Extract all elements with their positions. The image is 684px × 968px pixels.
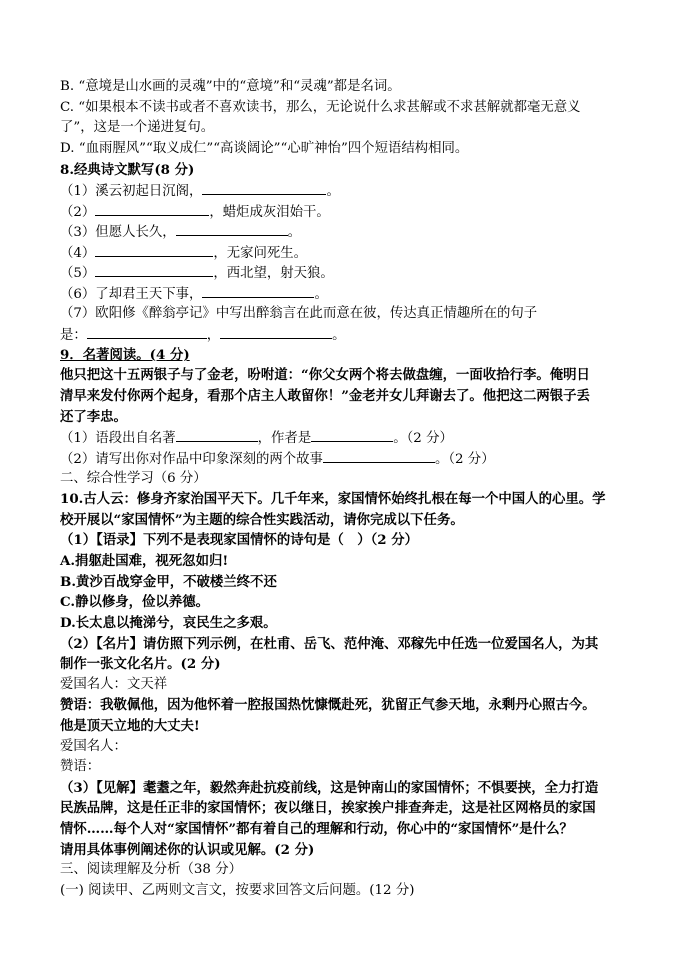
question-9-title: 9．名著阅读。(4 分) <box>60 347 190 363</box>
answer-blank[interactable] <box>176 221 288 236</box>
q8-item-7-prefix: 是： <box>60 328 87 343</box>
option-c-line2: 了”，这是一个递进复句。 <box>60 120 215 135</box>
q9-item-1-suffix: 。（2 分） <box>393 431 453 446</box>
q8-item-7-suffix: 。 <box>332 328 346 343</box>
question-8-title: 8.经典诗文默写(8 分) <box>60 162 195 178</box>
q9-item-2-prefix: （2）请写出你对作品中印象深刻的两个故事 <box>60 452 323 467</box>
q10-option-d: D.长太息以掩涕兮，哀民生之多艰。 <box>60 615 277 631</box>
q8-item-6-suffix: 。 <box>314 287 328 302</box>
q8-item-4-prefix: （4） <box>60 246 96 261</box>
answer-blank[interactable] <box>202 283 314 298</box>
answer-blank[interactable] <box>202 180 326 195</box>
q8-item-5-prefix: （5） <box>60 266 96 281</box>
q8-item-3 <box>60 221 301 243</box>
example-praise-line2: 他是顶天立地的大丈夫! <box>60 718 200 734</box>
q10-sub-3-line1: （3）【见解】耄耋之年，毅然奔赴抗疫前线，这是钟南山的家国情怀；不惧要挟，全力打造 <box>60 780 599 796</box>
example-name: 爱国名人：文天祥 <box>60 677 168 692</box>
q8-item-6-prefix: （6）了却君王天下事， <box>60 287 203 302</box>
q8-item-3-prefix: （3）但愿人长久， <box>60 225 176 240</box>
q8-item-2-suffix: ，蜡炬成灰泪始干。 <box>209 205 330 220</box>
q9-item-1-mid: ，作者是 <box>257 431 312 446</box>
reading-part-1-instruction: (一) 阅读甲、乙两则文言文，按要求回答文后问题。(12 分) <box>60 883 415 898</box>
answer-blank[interactable] <box>95 242 213 257</box>
q10-option-a: A.捐躯赴国难，视死忽如归! <box>60 553 229 569</box>
section-3-title: 三、阅读理解及分析（38 分） <box>60 862 242 877</box>
answer-blank[interactable] <box>311 427 393 442</box>
q10-sub-1: （1）【语录】下列不是表现家国情怀的诗句是（ ）（2 分） <box>60 532 419 548</box>
answer-blank[interactable] <box>323 448 435 463</box>
q8-item-5 <box>60 262 334 284</box>
q10-intro-line2: 校开展以“家国情怀”为主题的综合性实践活动，请你完成以下任务。 <box>60 512 464 528</box>
q8-item-1-prefix: （1）溪云初起日沉阁， <box>60 184 203 199</box>
answer-blank[interactable] <box>95 201 209 216</box>
q8-item-2 <box>60 201 330 223</box>
answer-praise-label: 赞语： <box>60 759 101 774</box>
q10-intro-line1: 10.古人云：修身齐家治国平天下。几千年来，家国情怀始终扎根在每一个中国人的心里。学 <box>60 491 606 507</box>
option-d: D. “血雨腥风”“取义成仁”“高谈阔论”“心旷神怡”四个短语结构相同。 <box>60 141 469 156</box>
q8-item-3-suffix: 。 <box>287 225 302 240</box>
q10-sub-2-line2: 制作一张文化名片。(2 分) <box>60 656 221 672</box>
q8-item-1 <box>60 180 340 202</box>
example-praise-line1: 赞语：我敬佩他，因为他怀着一腔报国热忱慷慨赴死，犹留正气参天地，永剩丹心照古今。 <box>60 697 596 713</box>
q10-sub-3-line4: 请用具体事例阐述你的认识或见解。(2 分) <box>60 842 315 858</box>
q8-item-4-suffix: ，无家问死生。 <box>213 246 308 261</box>
answer-blank[interactable] <box>176 427 258 442</box>
q10-sub-2-line1: （2）【名片】请仿照下列示例，在杜甫、岳飞、范仲淹、邓稼先中任选一位爱国名人，为其 <box>60 636 599 652</box>
answer-name-label: 爱国名人： <box>60 739 127 754</box>
q9-passage-line1: 他只把这十五两银子与了金老，吩咐道：“你父女两个将去做盘缠，一面收拾行李。俺明日 <box>60 367 590 383</box>
q10-option-c: C.静以修身，俭以养德。 <box>60 594 209 610</box>
q8-item-1-suffix: 。 <box>326 184 340 199</box>
q8-item-7-line1: （7）欧阳修《醉翁亭记》中写出醉翁言在此而意在彼，传达真正情趣所在的句子 <box>60 306 538 321</box>
q10-sub-3-line3: 情怀……每个人对“家国情怀”都有着自己的理解和行动，你心中的“家国情怀”是什么？ <box>60 821 573 837</box>
q9-passage-line2: 清早来发付你两个起身，看那个店主人敢留你！”金老并女儿拜谢去了。他把这二两银子丢 <box>60 388 590 404</box>
option-b: B. “意境是山水画的灵魂”中的“意境”和“灵魂”都是名词。 <box>60 79 401 94</box>
q9-item-1-prefix: （1）语段出自名著 <box>60 431 176 446</box>
answer-blank[interactable] <box>95 262 213 277</box>
q9-item-1 <box>60 427 453 449</box>
answer-blank[interactable] <box>87 324 207 339</box>
q9-item-2-suffix: 。（2 分） <box>434 452 495 467</box>
q8-item-7-comma: ， <box>206 328 221 343</box>
q8-item-2-prefix: （2） <box>60 205 96 220</box>
q10-sub-3-line2: 民族品牌，这是任正非的家国情怀；夜以继日，挨家挨户排查奔走，这是社区网格员的家国 <box>60 800 596 816</box>
q8-item-4 <box>60 242 307 264</box>
answer-blank[interactable] <box>220 324 332 339</box>
option-c-line1: C. “如果根本不读书或者不喜欢读书，那么，无论说什么求甚解或不求甚解就都毫无意义 <box>60 100 581 115</box>
q9-passage-line3: 还了李忠。 <box>60 409 127 425</box>
q9-item-2 <box>60 448 495 470</box>
q8-item-5-suffix: ，西北望，射天狼。 <box>213 266 334 281</box>
q10-option-b: B.黄沙百战穿金甲，不破楼兰终不还 <box>60 574 277 590</box>
q8-item-6 <box>60 283 328 305</box>
q8-item-7-line2 <box>60 324 346 346</box>
section-2-title: 二、综合性学习（6 分） <box>60 471 207 486</box>
